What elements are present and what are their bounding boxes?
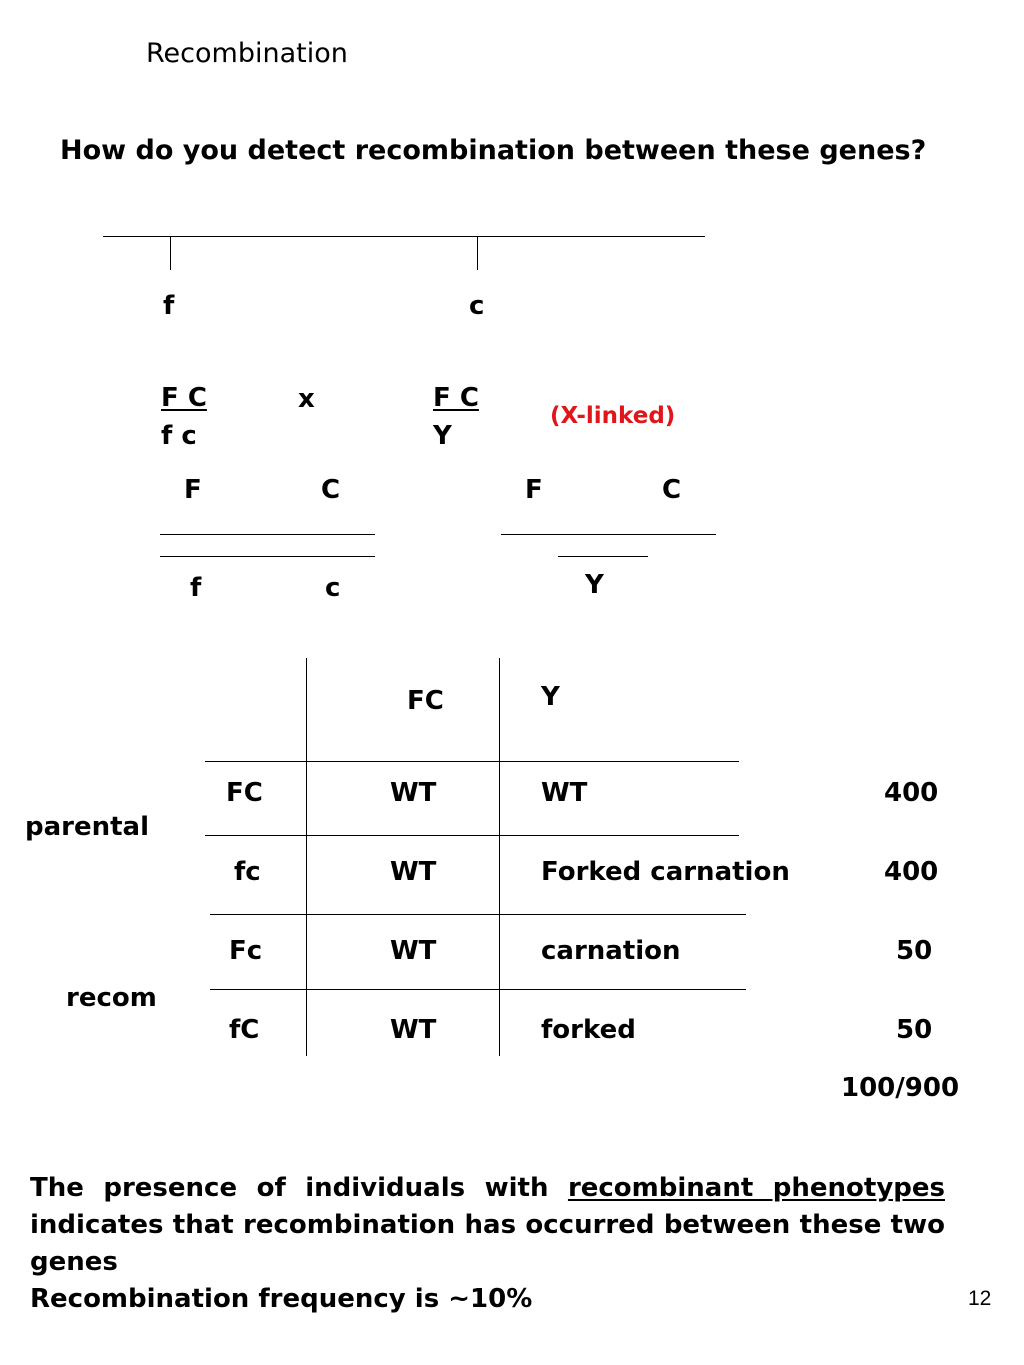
recombination-frequency: Recombination frequency is ~10% — [30, 1284, 533, 1314]
question-text: How do you detect recombination between these genes? — [60, 135, 927, 166]
conclusion-part-1: The presence of individuals with — [30, 1173, 568, 1203]
row-genotype: FC — [226, 778, 263, 808]
row-genotype: fc — [234, 857, 261, 887]
row-phenotype-1: WT — [390, 1015, 437, 1045]
male-x-chromosome — [501, 534, 716, 535]
page-number: 12 — [968, 1287, 992, 1310]
locus-tick-c — [477, 236, 478, 270]
conclusion-part-2: indicates that recombination has occurred between these two genes — [30, 1210, 945, 1277]
column-header-1: FC — [407, 686, 444, 716]
female-chromosome-2 — [160, 556, 375, 557]
recombinant-phenotypes-term: recombinant phenotypes — [567, 1173, 945, 1203]
parental-group-label: parental — [25, 812, 150, 842]
female-genotype-bottom: f c — [161, 421, 197, 451]
row-phenotype-1: WT — [390, 857, 437, 887]
column-header-2: Y — [541, 682, 560, 712]
table-rule-4 — [210, 989, 746, 990]
row-genotype: fC — [229, 1015, 260, 1045]
row-count: 50 — [896, 936, 933, 966]
male-y-chromosome — [558, 556, 648, 557]
female-top-allele-2: C — [321, 475, 341, 505]
chromosome-line — [103, 236, 705, 237]
female-top-allele-1: F — [184, 475, 202, 505]
locus-label-c: c — [469, 291, 485, 321]
male-y-label: Y — [585, 570, 604, 600]
row-phenotype-2: carnation — [541, 936, 681, 966]
row-phenotype-2: Forked carnation — [541, 857, 790, 887]
table-divider-2 — [499, 658, 500, 1056]
row-count: 400 — [884, 778, 939, 808]
row-phenotype-2: WT — [541, 778, 588, 808]
cross-symbol: x — [298, 384, 315, 414]
recombinant-ratio: 100/900 — [841, 1073, 960, 1103]
row-phenotype-2: forked — [541, 1015, 636, 1045]
male-genotype-bottom: Y — [433, 421, 452, 451]
slide-title: Recombination — [146, 38, 348, 69]
table-rule-2 — [205, 835, 739, 836]
female-chromosome-1 — [160, 534, 375, 535]
row-count: 400 — [884, 857, 939, 887]
x-linked-note: (X-linked) — [550, 403, 676, 429]
row-count: 50 — [896, 1015, 933, 1045]
table-rule-1 — [205, 761, 739, 762]
conclusion-text — [30, 1170, 945, 1318]
locus-label-f: f — [163, 291, 175, 321]
row-genotype: Fc — [229, 936, 263, 966]
row-phenotype-1: WT — [390, 936, 437, 966]
conclusion-line-1 — [30, 1170, 945, 1281]
table-rule-3 — [210, 914, 746, 915]
table-divider-1 — [306, 658, 307, 1056]
female-genotype-top: F C — [161, 383, 207, 413]
row-phenotype-1: WT — [390, 778, 437, 808]
male-top-allele-2: C — [662, 475, 682, 505]
male-top-allele-1: F — [525, 475, 543, 505]
male-genotype-top: F C — [433, 383, 479, 413]
female-bottom-allele-2: c — [325, 573, 341, 603]
locus-tick-f — [170, 236, 171, 270]
female-bottom-allele-1: f — [190, 573, 202, 603]
recombinant-group-label: recom — [66, 983, 157, 1013]
